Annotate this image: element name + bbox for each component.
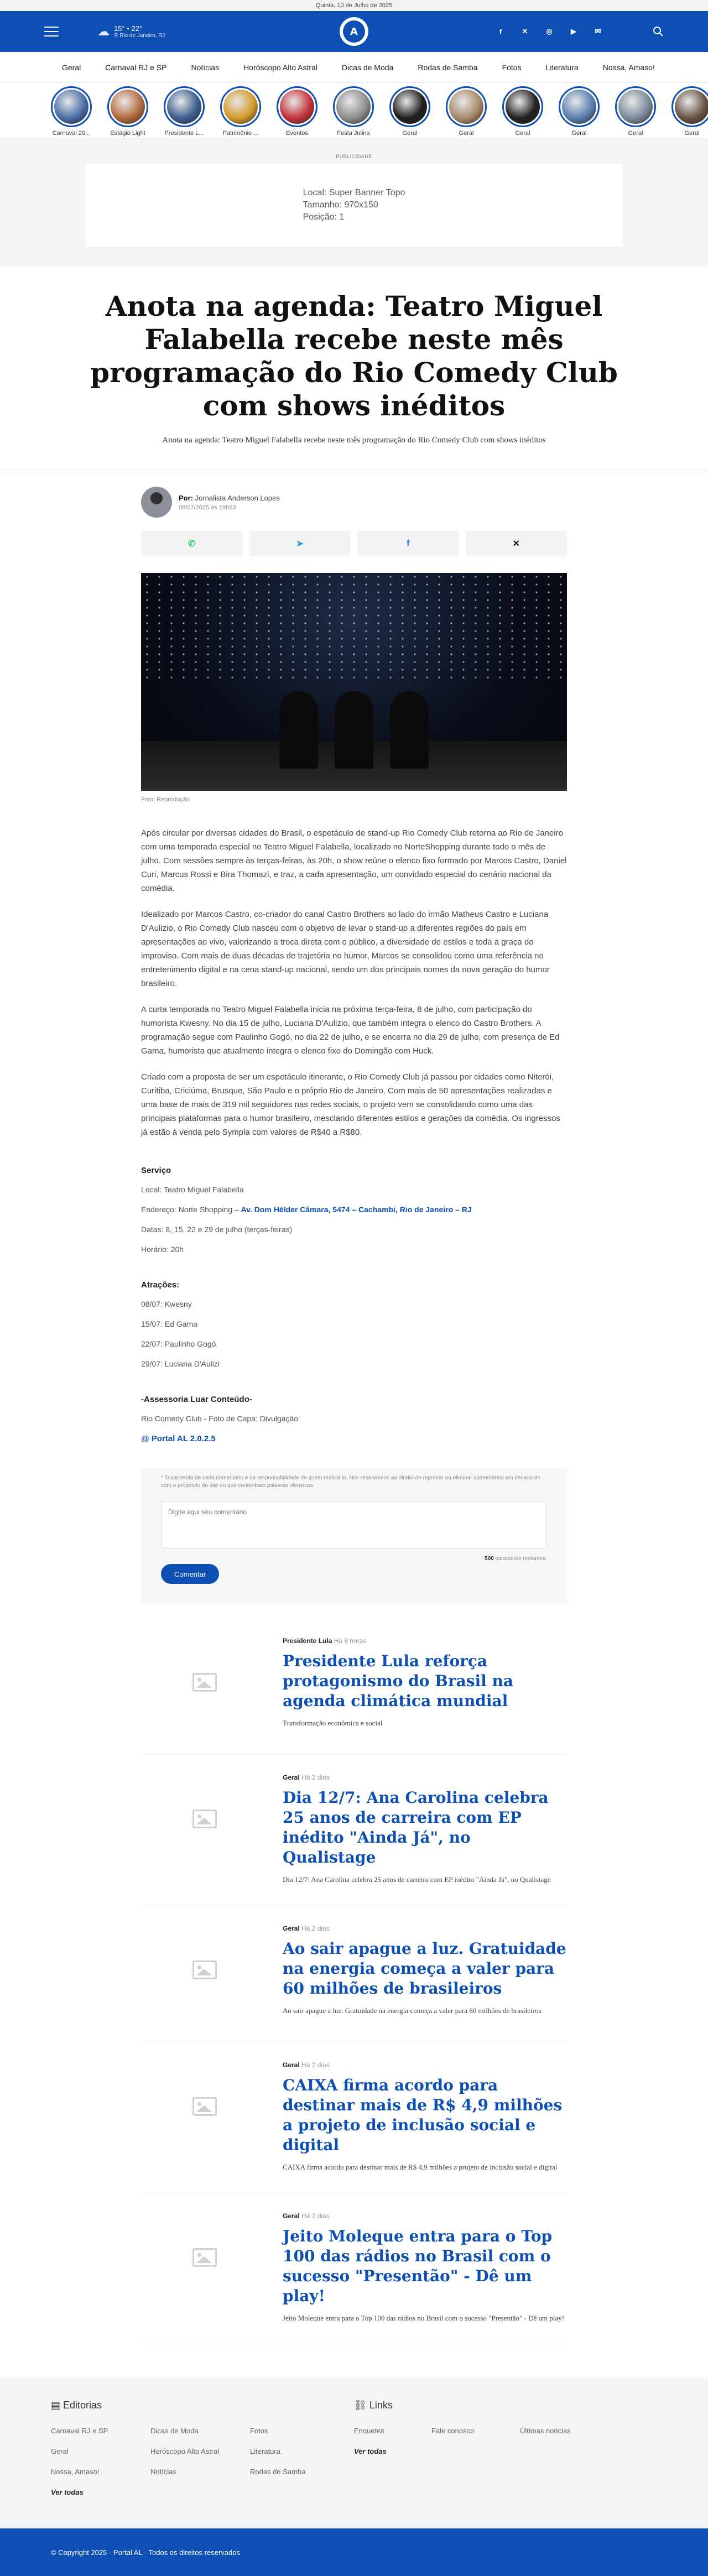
copyright-bar [0,2528,708,2576]
editorias-title: Editorias [63,2400,102,2411]
servico-local: Local: Teatro Miguel Falabella [141,1185,244,1194]
ad-pos: 1 [339,212,345,222]
related-summary: Jeito Moleque entra para o Top 100 das rádios no Brasil com o sucesso "Presentão" - Dê um play! [283,2314,565,2322]
story-thumbnail [54,90,88,124]
article-paragraph: A curta temporada no Teatro Miguel Falabella inicia na próxima terça-feira, 8 de julho, com participação do humorista Kwesny. No dia 15 de julho, Luciana D'Aulizio, que também integra o elenco do Castro Brothers. A programação segue com Paulinho Gogó, no dia 22 de julho, e se encerra no dia 29 de julho, com presença de Ed Gama, humorista que atualmente integra o elenco fixo do Domingão com Huck. [141,1005,560,1056]
footer-editoria-link[interactable]: Dicas de Moda [150,2427,199,2435]
site-logo[interactable] [340,17,368,46]
related-title[interactable]: Ao sair apague a luz. Gratuidade na energia começa a valer para 60 milhões de brasileiros [283,1939,566,1998]
logo-mark: A [343,20,365,43]
related-time: Há 2 dias [301,1774,330,1781]
related-time: Há 2 dias [301,1925,330,1932]
stories-row [0,83,708,138]
youtube-icon[interactable]: ▶ [571,27,576,35]
story-thumbnail [506,90,540,124]
related-time: Há 2 dias [301,2212,330,2220]
instagram-icon[interactable]: ◎ [546,27,553,35]
related-meta [283,2061,567,2069]
related-category[interactable]: Presidente Lula [283,1637,332,1645]
related-news [141,1631,567,2344]
story-item[interactable] [51,86,92,137]
ad-size-label: Tamanho: [303,200,342,210]
related-title[interactable]: Jeito Moleque entra para o Top 100 das rádios no Brasil com o sucesso "Presentão" - Dê um play! [283,2227,553,2305]
share-bar [141,531,567,556]
related-thumbnail[interactable] [141,2207,268,2308]
ad-label: PUBLICIDADE [336,154,372,159]
credits-section [141,1395,567,1443]
story-ring [615,86,656,127]
atracao-item: 08/07: Kwesny [141,1300,192,1308]
story-item[interactable] [559,86,600,137]
related-thumbnail[interactable] [141,1919,268,2021]
links-title: Links [369,2400,393,2411]
share-x-button[interactable] [466,531,568,556]
story-thumbnail [336,90,371,124]
audience-lights [141,573,567,684]
story-label: Patrimônio ... [222,130,259,137]
story-thumbnail [393,90,427,124]
photo-caption: Foto: Reprodução [141,796,190,803]
related-meta [283,2212,567,2220]
related-thumbnail[interactable] [141,1631,268,1733]
weather-city: Rio de Janeiro, RJ [119,33,165,39]
temp-max: 22° [131,24,143,33]
story-item[interactable] [107,86,148,137]
links-see-all-link[interactable]: Ver todas [354,2447,387,2455]
story-label: Carnaval 20... [52,130,91,137]
performer-silhouette [390,691,429,769]
related-summary: Dia 12/7: Ana Carolina celebra 25 anos de carreira com EP inédito "Ainda Já", no Qualistage [283,1875,551,1884]
story-ring [389,86,430,127]
footer-editoria-link[interactable]: Nossa, Amaso! [51,2468,100,2476]
atracoes-title: Atrações: [141,1280,180,1290]
footer-editoria-link[interactable]: Notícias [150,2468,176,2476]
author-name[interactable]: Jornalista Anderson Lopes [195,493,280,502]
story-thumbnail [111,90,145,124]
article-subtitle: Anota na agenda: Teatro Miguel Falabella recebe neste mês programação do Rio Comedy Club com shows inéditos [162,436,546,445]
atracoes-section [141,1280,567,1368]
publish-date: 08/07/2025 às 19h53 [179,504,236,511]
servico-endereco: Endereço: Norte Shopping – Av. Dom Hélder Câmara, 5474 – Cachambi, Rio de Janeiro – RJ [141,1205,472,1214]
related-thumbnail[interactable] [141,2056,268,2157]
atracao-item: 22/07: Paulinho Gogó [141,1339,216,1348]
credits-title: -Assessoria Luar Conteúdo- [141,1395,252,1404]
story-ring [107,86,148,127]
story-thumbnail [675,90,708,124]
image-placeholder-icon [192,1673,217,1692]
story-label: Geral [515,130,530,137]
servico-datas: Datas: 8, 15, 22 e 29 de julho (terças-feiras) [141,1225,293,1234]
link-icon: ⛓ [354,2400,367,2411]
related-meta [283,1774,567,1781]
related-time: Há 8 horas [334,1637,367,1645]
footer-editoria-link[interactable]: Rodas de Samba [250,2468,306,2476]
image-placeholder-icon [192,2097,217,2116]
story-thumbnail [167,90,201,124]
nav-item-6[interactable]: Fotos [502,62,522,72]
story-ring [333,86,374,127]
social-links [496,27,603,36]
article-title: Anota na agenda: Teatro Miguel Falabella recebe neste mês programação do Rio Comedy Club com shows inéditos [90,290,618,422]
story-ring [277,86,317,127]
article-paragraph: Criado com a proposta de ser um espetáculo itinerante, o Rio Comedy Club já passou por cidades como Niterói, Curitiba, Criciúma, Brusque, São Paulo e o próprio Rio de Janeiro. Com mais de 50 apresentações realizadas e uma base de mais de 319 mil seguidores nas redes sociais, o projeto vem se consolidando como uma das principais plataformas para o humor brasileiro, mesclando diferentes estilos e gerações da comédia. Os ingressos já estão à venda pelo Sympla com valores de R$40 a R$80. [141,1072,560,1137]
story-label: Geral [402,130,418,137]
ad-size: 970x150 [344,200,378,210]
story-item[interactable] [615,86,656,137]
related-category[interactable]: Geral [283,1774,300,1781]
article-paragraphs [141,826,567,1139]
related-title[interactable]: Dia 12/7: Ana Carolina celebra 25 anos de carreira com EP inédito "Ainda Já", no Qualistage [283,1788,549,1866]
char-counter: 500 caracteres restantes. [485,1556,547,1562]
servico-title: Serviço [141,1166,171,1175]
story-label: Eventos [286,130,308,137]
story-ring [220,86,261,127]
footer-editoria-link[interactable]: Carnaval RJ e SP [51,2427,108,2435]
story-ring [51,86,92,127]
related-meta [283,1925,567,1932]
nav-item-2[interactable]: Notícias [191,62,220,72]
ad-banner[interactable] [86,164,622,247]
footer-editorias [51,2400,354,2506]
performer-silhouette [335,691,373,769]
servico-section [141,1166,567,1254]
facebook-icon: f [407,539,410,548]
story-label: Estágio Light [110,130,145,137]
related-thumbnail[interactable] [141,1768,268,1870]
related-category[interactable]: Geral [283,1925,300,1932]
ad-local-label: Local: [303,188,327,197]
footer-link[interactable]: Fale conosco [431,2427,475,2435]
article-paragraph: Idealizado por Marcos Castro, co-criador do canal Castro Brothers ao lado do irmão Matheus Castro e Luciana D'Aulizio, o Rio Comedy Club nasceu com o objetivo de levar o stand-up a diferentes regiões do país em apresentações ao vivo, valorizando a troca direta com o público, a diversidade de estilos e toda a graça do improviso. Com mais de duas décadas de trajetória no humor, Marcos se consolidou como uma referência no entretenimento digital e na cena stand-up nacional, sendo um dos principais nomes da nova geração do humor brasileiro. [141,910,550,988]
author-prefix: Por: [179,493,193,502]
story-ring [559,86,600,127]
story-item[interactable] [333,86,374,137]
related-item[interactable] [141,1919,567,2042]
related-item[interactable] [141,1768,567,1906]
author-avatar[interactable] [141,487,172,518]
story-ring [446,86,487,127]
story-item[interactable] [389,86,430,137]
editorias-see-all-link[interactable]: Ver todas [51,2488,84,2496]
site-footer [0,2377,708,2528]
story-label: Festa Julina [337,130,370,137]
site-header [0,11,708,52]
image-placeholder-icon [192,1960,217,1979]
story-thumbnail [618,90,653,124]
nav-item-1[interactable]: Carnaval RJ e SP [105,62,167,72]
current-date: Quinta, 10 de Julho de 2025 [315,2,393,9]
footer-link[interactable]: Enquetes [354,2427,384,2435]
story-label: Geral [684,130,700,137]
related-item[interactable] [141,2207,567,2344]
story-thumbnail [449,90,483,124]
x-icon: ✕ [512,539,520,549]
story-item[interactable] [446,86,487,137]
story-item[interactable] [671,86,708,137]
nav-item-3[interactable]: Horóscopo Alto Astral [243,62,317,72]
telegram-icon: ➤ [296,539,304,549]
story-ring [164,86,205,127]
story-label: Geral [459,130,474,137]
performer-silhouette [279,691,318,769]
main-nav [0,52,708,83]
related-title[interactable]: CAIXA firma acordo para destinar mais de R$ 4,9 milhões a projeto de inclusão social e digital [283,2076,563,2154]
comments-note: * O conteúdo de cada comentário é de responsabilidade de quem realizá-lo. Nos reservamos ao direito de reprovar ou eliminar comentários em desacordo com o propósito do site ou que contenham palavras ofensivas. [161,1475,540,1489]
share-whatsapp-button[interactable] [141,531,243,556]
email-icon[interactable]: ✉ [595,27,601,35]
related-item[interactable] [141,2056,567,2193]
story-ring [502,86,543,127]
nav-item-0[interactable]: Geral [62,62,81,72]
weather-widget: ☁ 15° • 22° ⚲ Rio de Janeiro, RJ [97,24,165,39]
comment-input[interactable] [161,1501,547,1548]
related-item[interactable] [141,1631,567,1755]
story-thumbnail [562,90,596,124]
story-thumbnail [280,90,314,124]
story-thumbnail [223,90,258,124]
ad-pos-label: Posição: [303,212,337,222]
comments-section [141,1468,567,1604]
image-placeholder-icon [192,1810,217,1828]
whatsapp-icon: ✆ [188,539,196,549]
submit-comment-button[interactable]: Comentar [161,1564,219,1584]
ad-local: Super Banner Topo [329,188,405,197]
footer-editoria-link[interactable]: Geral [51,2447,69,2455]
nav-item-4[interactable]: Dicas de Moda [341,62,394,72]
facebook-icon[interactable]: f [499,27,502,36]
share-facebook-button[interactable] [357,531,459,556]
related-time: Há 2 dias [301,2061,330,2069]
related-category[interactable]: Geral [283,2212,300,2220]
credits-line: Rio Comedy Club - Foto de Capa: Divulgação [141,1414,299,1423]
footer-editoria-link[interactable]: Fotos [250,2427,268,2435]
share-telegram-button[interactable] [249,531,351,556]
story-item[interactable] [277,86,317,137]
newspaper-icon: ▤ [51,2400,61,2411]
related-summary: CAIXA firma acordo para destinar mais de R$ 4,9 milhões a projeto de inclusão social e digital [283,2163,558,2171]
nav-item-5[interactable]: Rodas de Samba [418,62,478,72]
footer-editoria-link[interactable]: Horóscopo Alto Astral [150,2447,220,2455]
menu-icon[interactable] [44,27,59,36]
nav-item-7[interactable]: Literatura [545,62,579,72]
story-ring [671,86,708,127]
nav-item-8[interactable]: Nossa, Amaso! [602,62,655,72]
top-date-bar [0,0,708,11]
story-label: Geral [571,130,587,137]
servico-horario: Horário: 20h [141,1245,184,1254]
related-meta [283,1637,567,1645]
related-title[interactable]: Presidente Lula reforça protagonismo do Brasil na agenda climática mundial [283,1652,513,1710]
article-paragraph: Após circular por diversas cidades do Brasil, o espetáculo de stand-up Rio Comedy Club retorna ao Rio de Janeiro com uma temporada especial no Teatro Miguel Falabella, localizado no NorteShopping durante todo o mês de julho. Com sessões sempre às terças-feiras, às 20h, o show reúne o elenco fixo formado por Marcos Castro, Daniel Curi, Marcus Rossi e Bira Thomazi, e traz, a cada apresentação, um convidado especial do cenário nacional da comédia. [141,828,567,893]
story-item[interactable] [220,86,261,137]
footer-editoria-link[interactable]: Literatura [250,2447,280,2455]
image-placeholder-icon [192,2248,217,2267]
article-photo[interactable] [141,573,567,791]
story-item[interactable] [502,86,543,137]
related-category[interactable]: Geral [283,2061,300,2069]
copyright-text: © Copyright 2025 - Portal AL - Todos os direitos reservados [51,2548,240,2557]
ad-section [0,138,708,267]
story-item[interactable] [164,86,205,137]
author-block [141,487,567,518]
story-label: Presidente L... [164,130,204,137]
search-icon[interactable] [653,26,664,37]
story-label: Geral [628,130,643,137]
atracao-item: 15/07: Ed Gama [141,1320,197,1328]
address-link[interactable]: Av. Dom Hélder Câmara, 5474 – Cachambi, Rio de Janeiro – RJ [241,1205,472,1214]
related-summary: Ao sair apague a luz. Gratuidade na energia começa a valer para 60 milhões de brasileiros [283,2006,542,2015]
cloud-icon: ☁ [97,24,110,38]
portal-signature: @ Portal AL 2.0.2.5 [141,1434,216,1443]
footer-link[interactable]: Últimas notícias [520,2427,571,2435]
article-body [141,487,567,1604]
x-icon[interactable]: ✕ [522,27,528,35]
footer-links [354,2400,657,2506]
atracao-item: 29/07: Luciana D'Aulizi [141,1359,220,1368]
temp-min: 15° [114,24,125,33]
related-summary: Transformação econômica e social [283,1719,383,1727]
